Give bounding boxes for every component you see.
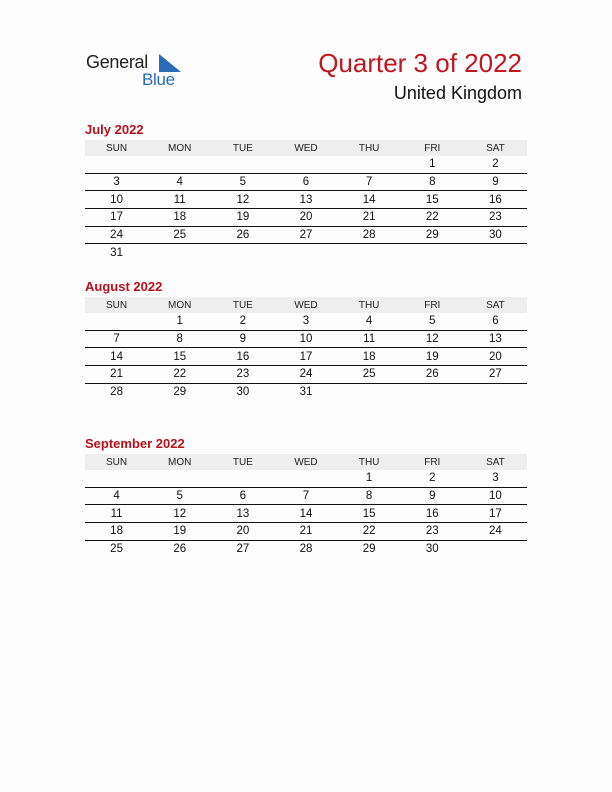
day-cell: 22 [338, 523, 401, 541]
day-cell: 22 [148, 366, 211, 384]
day-cell: 30 [464, 226, 527, 244]
day-cell: 2 [401, 470, 464, 487]
month-title: August 2022 [85, 279, 163, 294]
day-cell: 26 [211, 226, 274, 244]
weekday-header: FRI [401, 297, 464, 313]
day-cell: 7 [338, 173, 401, 191]
day-cell: 13 [211, 505, 274, 523]
day-cell: 1 [148, 313, 211, 330]
day-cell: 13 [274, 191, 337, 209]
day-cell: 19 [148, 523, 211, 541]
day-cell [338, 244, 401, 261]
day-cell [274, 470, 337, 487]
day-cell: 15 [401, 191, 464, 209]
weekday-header: THU [338, 297, 401, 313]
weekday-header: TUE [211, 454, 274, 470]
day-cell: 31 [110, 246, 123, 259]
day-cell: 25 [110, 543, 123, 556]
country-name: United Kingdom [393, 83, 522, 103]
weekday-header: SAT [464, 454, 527, 470]
day-cell: 21 [274, 523, 337, 541]
day-cell: 30 [425, 543, 439, 556]
day-cell: 6 [211, 487, 274, 505]
day-cell [464, 383, 527, 400]
day-cell: 5 [401, 313, 464, 330]
week-row [85, 540, 527, 557]
day-cell: 1 [338, 470, 401, 487]
day-cell: 26 [173, 543, 187, 556]
day-cell [338, 156, 401, 173]
week-row [85, 226, 527, 244]
weekday-header: SUN [85, 454, 148, 470]
week-row [85, 366, 527, 384]
day-cell: 30 [236, 386, 250, 399]
day-cell: 29 [401, 226, 464, 244]
day-cell: 5 [148, 487, 211, 505]
day-cell: 28 [338, 226, 401, 244]
day-cell: 18 [338, 348, 401, 366]
day-cell: 20 [464, 348, 527, 366]
day-cell: 8 [148, 330, 211, 348]
day-cell [85, 156, 148, 173]
weekday-header-row [85, 454, 527, 470]
day-cell: 9 [464, 173, 527, 191]
day-cell [85, 313, 148, 330]
weekday-header: FRI [401, 140, 464, 156]
weekday-header: TUE [211, 140, 274, 156]
day-cell: 21 [338, 209, 401, 227]
weekday-header: FRI [401, 454, 464, 470]
day-cell [148, 470, 211, 487]
day-cell: 29 [362, 543, 376, 556]
logo-text-general: General [86, 52, 148, 72]
day-cell: 15 [338, 505, 401, 523]
day-cell: 28 [299, 543, 313, 556]
day-cell: 14 [85, 348, 148, 366]
day-cell: 7 [85, 330, 148, 348]
weekday-header: SAT [464, 140, 527, 156]
day-cell [148, 156, 211, 173]
day-cell: 8 [401, 173, 464, 191]
day-cell: 25 [148, 226, 211, 244]
weekday-header: SUN [85, 297, 148, 313]
day-cell: 7 [274, 487, 337, 505]
day-cell [211, 156, 274, 173]
weekday-header-row [85, 140, 527, 156]
day-cell: 27 [274, 226, 337, 244]
day-cell [338, 383, 401, 400]
day-cell: 25 [338, 366, 401, 384]
month-title: September 2022 [85, 436, 185, 451]
day-cell: 16 [464, 191, 527, 209]
week-row [85, 173, 527, 191]
day-cell: 6 [464, 313, 527, 330]
day-cell: 24 [85, 226, 148, 244]
week-row [85, 487, 527, 505]
month-august [85, 278, 527, 400]
day-cell: 29 [173, 386, 187, 399]
month-september [85, 435, 527, 557]
day-cell [401, 244, 464, 261]
day-cell: 12 [401, 330, 464, 348]
day-cell: 24 [464, 523, 527, 541]
day-cell: 27 [464, 366, 527, 384]
day-cell: 3 [464, 470, 527, 487]
day-cell: 18 [148, 209, 211, 227]
day-cell: 8 [338, 487, 401, 505]
day-cell: 11 [148, 191, 211, 209]
day-cell: 16 [211, 348, 274, 366]
day-cell [464, 540, 527, 557]
brand-logo [86, 52, 196, 92]
day-cell: 22 [401, 209, 464, 227]
day-cell [211, 244, 274, 261]
week-row [85, 156, 527, 173]
day-cell: 27 [236, 543, 250, 556]
day-cell: 9 [211, 330, 274, 348]
day-cell: 13 [464, 330, 527, 348]
day-cell [274, 244, 337, 261]
day-cell: 11 [85, 505, 148, 523]
day-cell: 23 [464, 209, 527, 227]
day-cell [85, 470, 148, 487]
week-row [85, 313, 527, 330]
week-row [85, 244, 527, 261]
week-row [85, 209, 527, 227]
calendar-table [85, 297, 527, 400]
day-cell: 16 [401, 505, 464, 523]
day-cell: 4 [148, 173, 211, 191]
weekday-header: MON [148, 297, 211, 313]
weekday-header: MON [148, 454, 211, 470]
day-cell: 10 [274, 330, 337, 348]
day-cell: 19 [211, 209, 274, 227]
weekday-header: WED [274, 140, 337, 156]
day-cell: 12 [211, 191, 274, 209]
day-cell: 6 [274, 173, 337, 191]
day-cell: 21 [85, 366, 148, 384]
logo-text-blue: Blue [142, 70, 175, 89]
week-row [85, 191, 527, 209]
day-cell: 26 [401, 366, 464, 384]
day-cell [401, 383, 464, 400]
day-cell [148, 244, 211, 261]
week-row [85, 330, 527, 348]
day-cell: 5 [211, 173, 274, 191]
weekday-header: WED [274, 454, 337, 470]
week-row [85, 348, 527, 366]
week-row [85, 505, 527, 523]
day-cell: 12 [148, 505, 211, 523]
week-row [85, 523, 527, 541]
day-cell: 3 [274, 313, 337, 330]
day-cell: 17 [464, 505, 527, 523]
day-cell: 14 [338, 191, 401, 209]
day-cell: 4 [85, 487, 148, 505]
day-cell: 17 [85, 209, 148, 227]
weekday-header: THU [338, 140, 401, 156]
day-cell: 14 [274, 505, 337, 523]
day-cell: 10 [85, 191, 148, 209]
calendar-table [85, 140, 527, 261]
weekday-header: SAT [464, 297, 527, 313]
day-cell: 11 [338, 330, 401, 348]
day-cell: 15 [148, 348, 211, 366]
day-cell: 23 [211, 366, 274, 384]
month-july [85, 121, 527, 261]
day-cell: 31 [299, 386, 313, 399]
week-row [85, 470, 527, 487]
day-cell: 24 [274, 366, 337, 384]
day-cell: 23 [401, 523, 464, 541]
day-cell: 1 [401, 156, 464, 173]
weekday-header: WED [274, 297, 337, 313]
weekday-header: TUE [211, 297, 274, 313]
month-title: July 2022 [85, 122, 144, 137]
day-cell [274, 156, 337, 173]
day-cell [211, 470, 274, 487]
day-cell: 2 [464, 156, 527, 173]
day-cell: 19 [401, 348, 464, 366]
day-cell: 18 [85, 523, 148, 541]
day-cell: 17 [274, 348, 337, 366]
page-title: Quarter 3 of 2022 [318, 48, 522, 78]
day-cell: 4 [338, 313, 401, 330]
weekday-header-row [85, 297, 527, 313]
day-cell: 28 [110, 386, 123, 399]
day-cell: 9 [401, 487, 464, 505]
weekday-header: THU [338, 454, 401, 470]
day-cell [464, 244, 527, 261]
day-cell: 20 [211, 523, 274, 541]
day-cell: 3 [85, 173, 148, 191]
calendar-table [85, 454, 527, 557]
weekday-header: MON [148, 140, 211, 156]
day-cell: 2 [211, 313, 274, 330]
weekday-header: SUN [85, 140, 148, 156]
day-cell: 20 [274, 209, 337, 227]
week-row [85, 383, 527, 400]
day-cell: 10 [464, 487, 527, 505]
